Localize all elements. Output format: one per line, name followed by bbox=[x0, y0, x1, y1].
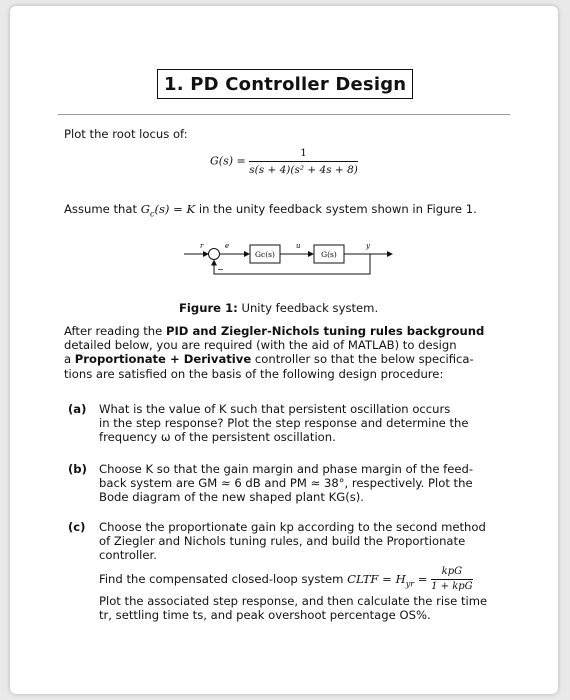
cltf-fraction bbox=[431, 566, 473, 593]
item-a-label: (a) bbox=[68, 402, 87, 416]
plant-equation bbox=[210, 146, 358, 177]
item-b-text bbox=[99, 462, 511, 505]
assume-text bbox=[64, 202, 477, 222]
assume-suffix: in the unity feedback system shown in Figure 1. bbox=[195, 202, 477, 216]
item-b-line3: Bode diagram of the new shaped plant KG(s). bbox=[99, 490, 364, 505]
item-b-label: (b) bbox=[68, 462, 87, 476]
cltf-prefix: Find the compensated closed-loop system bbox=[99, 572, 348, 586]
item-a-line3: frequency ω of the persistent oscillation. bbox=[99, 430, 336, 445]
cltf-numerator: kpG bbox=[431, 566, 473, 580]
assume-sub: c bbox=[149, 209, 155, 219]
para-line3-b: controller so that the below specifica- bbox=[251, 352, 474, 367]
figure-caption-label: Figure 1: bbox=[179, 301, 238, 315]
cltf-denominator: 1 + kpG bbox=[431, 581, 473, 592]
item-c-line1: Choose the proportionate gain kp according to the second method bbox=[99, 520, 486, 534]
item-c-line3: controller. bbox=[99, 548, 157, 563]
para-line3-a: a bbox=[64, 352, 75, 367]
u-label: u bbox=[296, 242, 301, 250]
intro-text: Plot the root locus of: bbox=[64, 127, 188, 141]
controller-label: Gc(s) bbox=[255, 250, 275, 259]
figure-caption-text: Unity feedback system. bbox=[237, 301, 379, 315]
minus-sign: − bbox=[217, 265, 224, 274]
item-c-label: (c) bbox=[68, 520, 86, 534]
equation-numerator: 1 bbox=[249, 146, 358, 162]
cltf-equals: = bbox=[414, 572, 428, 586]
equation-fraction bbox=[249, 146, 358, 177]
feedback-block-diagram bbox=[170, 232, 410, 288]
feedback-path bbox=[214, 254, 370, 274]
cltf-sub: yr bbox=[405, 579, 415, 589]
item-c-line6: tr, settling time ts, and peak overshoot percentage OS%. bbox=[99, 608, 431, 623]
item-c-line5: Plot the associated step response, and then calculate the rise time bbox=[99, 594, 488, 608]
para-line4: tions are satisfied on the basis of the following design procedure: bbox=[64, 366, 444, 381]
para-line2: detailed below, you are required (with the aid of MATLAB) to design bbox=[64, 338, 457, 353]
title-divider bbox=[58, 114, 510, 115]
item-a-text bbox=[99, 402, 511, 445]
summing-junction bbox=[209, 249, 220, 260]
plant-label: G(s) bbox=[321, 250, 337, 259]
item-c-text-tail bbox=[99, 594, 511, 622]
para-line1-bold: PID and Ziegler-Nichols tuning rules background bbox=[165, 324, 485, 338]
item-c-line2: of Ziegler and Nichols tuning rules, and build the Proportionate bbox=[99, 534, 466, 549]
e-label: e bbox=[225, 242, 230, 250]
figure-caption bbox=[179, 301, 378, 315]
equation-denominator: s(s + 4)(s² + 4s + 8) bbox=[249, 164, 358, 177]
item-a-line1: What is the value of K such that persistent oscillation occurs bbox=[99, 402, 451, 416]
para-line1-a: After reading the bbox=[64, 324, 166, 338]
para-line3-bold: Proportionate + Derivative bbox=[74, 352, 252, 367]
document-page bbox=[10, 6, 558, 694]
instructions-paragraph bbox=[64, 324, 510, 381]
item-c-text bbox=[99, 520, 511, 563]
item-a-line2: in the step response? Plot the step response and determine the bbox=[99, 416, 469, 431]
item-b-line2: back system are GM ≈ 6 dB and PM ≈ 38°, respectively. Plot the bbox=[99, 476, 473, 491]
equation-lhs: G(s) = bbox=[210, 154, 246, 168]
cltf-math: CLTF = H bbox=[347, 572, 406, 586]
r-label: r bbox=[200, 242, 204, 250]
item-b-line1: Choose K so that the gain margin and phase margin of the feed- bbox=[99, 462, 474, 476]
item-c-cltf-line bbox=[99, 566, 519, 593]
section-title: 1. PD Controller Design bbox=[157, 69, 413, 99]
assume-math: G bbox=[140, 202, 150, 216]
assume-mid: (s) = K bbox=[154, 202, 196, 216]
y-label: y bbox=[366, 242, 370, 250]
assume-prefix: Assume that bbox=[64, 202, 141, 216]
